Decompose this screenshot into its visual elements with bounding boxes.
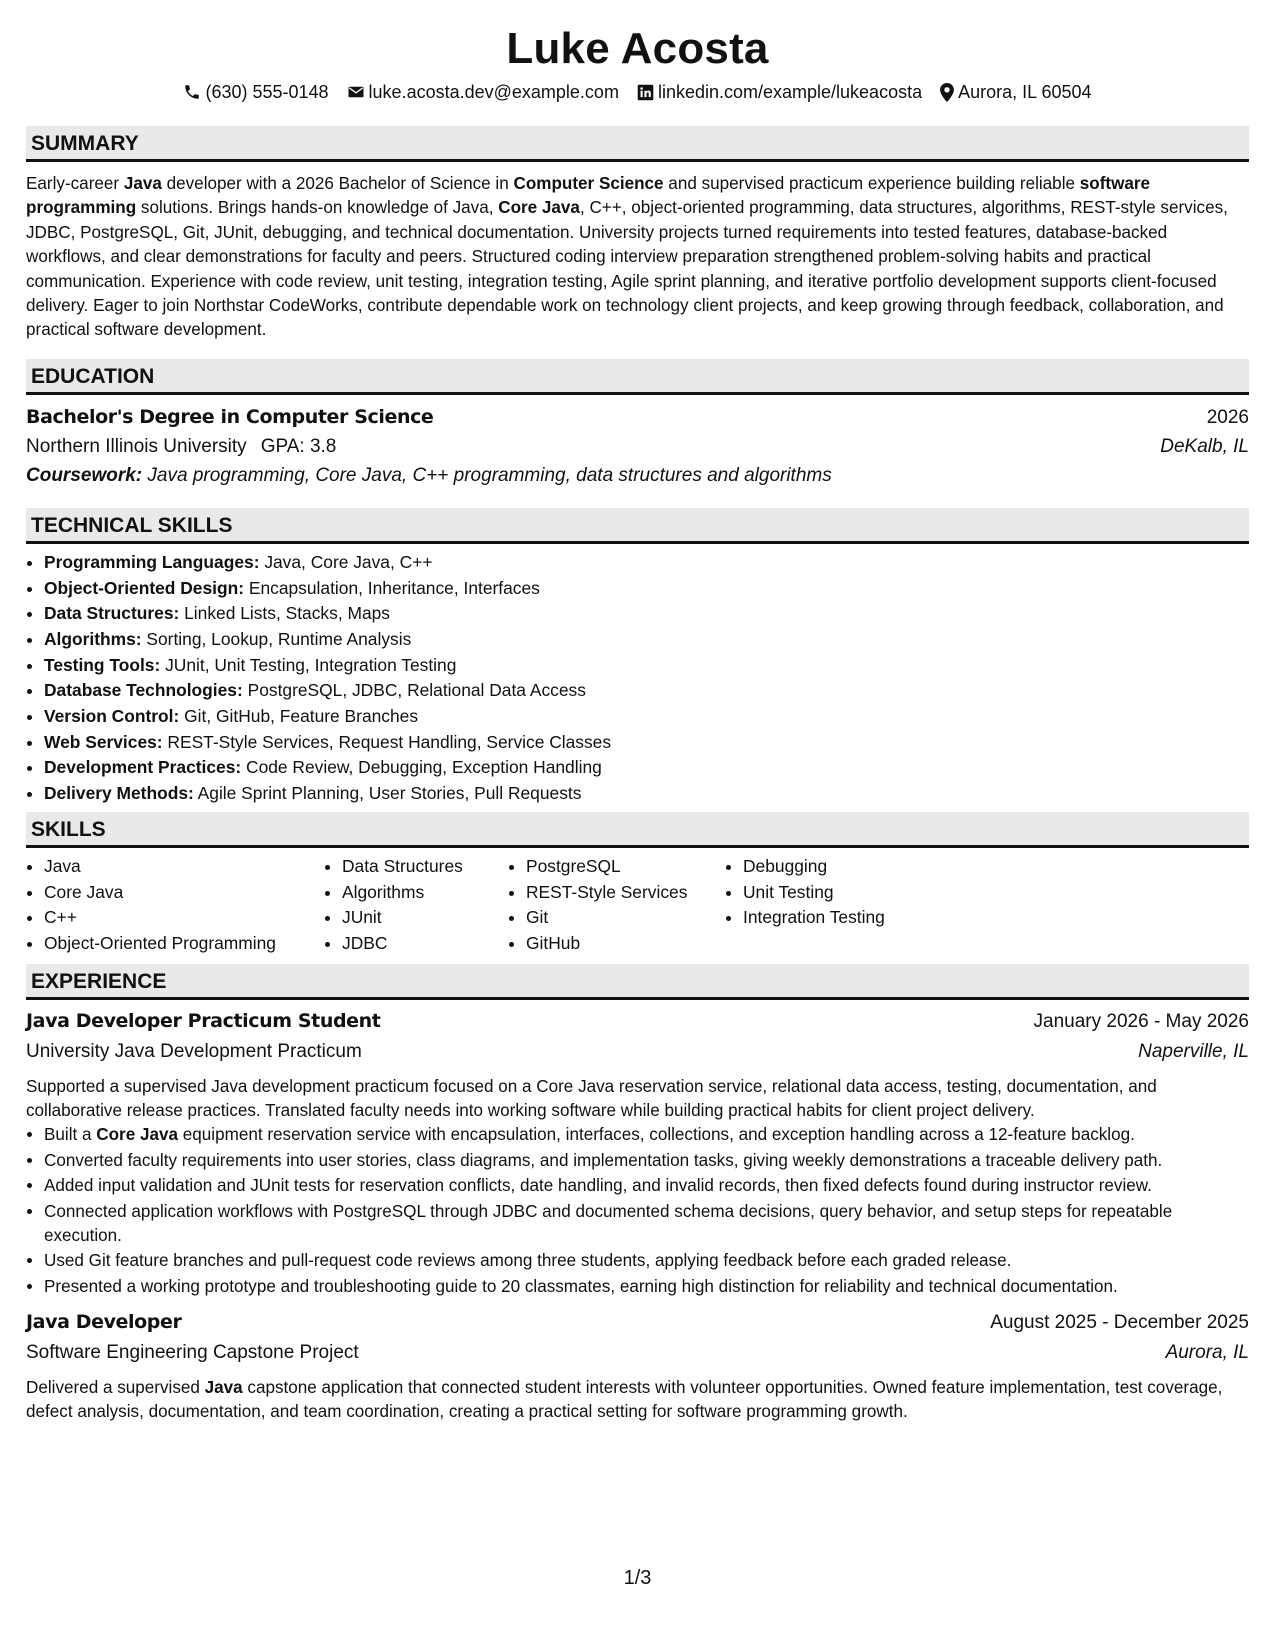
school-line — [26, 432, 336, 462]
location-text: Aurora, IL 60504 — [958, 82, 1092, 102]
skill-values: REST-Style Services, Request Handling, Service Classes — [162, 731, 612, 752]
skills-heading: SKILLS — [26, 812, 1249, 848]
text-run: , C++, object-oriented programming, data structures, algorithms, REST-style services, JDBC, PostgreSQL, Git, JUnit, debugging, and technical documentation. University projects turned requirements into tested features, database-backed workflows, and clear demonstrations for faculty and peers. Structured coding interview preparation strengthened problem-solving habits and practical communication. Experience with code review, unit testing, integration testing, Agile sprint planning, and iterative portfolio development supports client-focused delivery. Eager to join Northstar CodeWorks, contribute dependable work on technology client projects, and keep growing through feedback, collaboration, and practical software development. — [26, 198, 1228, 340]
skill-item: • Debugging — [743, 854, 963, 880]
skills-columns — [26, 854, 1249, 957]
technical-skill-item — [44, 755, 1249, 781]
email-text: luke.acosta.dev@example.com — [368, 82, 619, 102]
emphasis-text: Core Java — [498, 198, 580, 218]
job-description — [26, 1376, 1249, 1424]
text-run: Presented a working prototype and troubleshooting guide to 20 classmates, earning high distinction for reliability and technical documentation. — [44, 1276, 1118, 1296]
text-run: capstone application that connected student interests with volunteer opportunities. Owned feature implementation, test coverage, defect analysis, documentation, and team coordination, creating a practical setting for software programming growth. — [26, 1378, 1223, 1422]
skill-category: Database Technologies: — [44, 680, 243, 701]
graduation-year: 2026 — [1206, 406, 1249, 428]
job-bullet — [44, 1249, 1249, 1273]
skill-category: Algorithms: — [44, 628, 142, 649]
technical-skills-heading: TECHNICAL SKILLS — [26, 508, 1249, 544]
skill-values: PostgreSQL, JDBC, Relational Data Access — [242, 680, 586, 701]
summary-heading: SUMMARY — [26, 126, 1249, 162]
text-run: Built a — [44, 1125, 97, 1145]
skill-item: • GitHub — [526, 931, 725, 957]
technical-skill-item — [44, 601, 1249, 627]
job-title: Java Developer — [26, 1311, 182, 1333]
skill-category: Web Services: — [44, 731, 163, 752]
coursework-text: Java programming, Core Java, C++ programming, data structures and algorithms — [142, 464, 832, 486]
page-number: 1/3 — [623, 1567, 652, 1589]
job-dates: January 2026 - May 2026 — [1033, 1010, 1249, 1032]
skills-column — [324, 854, 508, 957]
job-entry — [26, 1006, 1249, 1299]
text-run: equipment reservation service with encapsulation, interfaces, collections, and exception handling across a 12-feature backlog. — [178, 1125, 1135, 1145]
skill-item: • Data Structures — [342, 854, 508, 880]
education-heading: EDUCATION — [26, 359, 1249, 395]
experience-heading: EXPERIENCE — [26, 964, 1249, 1000]
job-dates: August 2025 - December 2025 — [990, 1312, 1249, 1333]
linkedin-text: linkedin.com/example/lukeacosta — [657, 82, 923, 102]
phone-icon — [183, 83, 201, 101]
technical-skills-list — [26, 550, 1249, 807]
skill-category: Programming Languages: — [44, 551, 260, 572]
job-location: Naperville, IL — [1138, 1040, 1249, 1062]
map-pin-icon — [940, 83, 954, 102]
job-bullet — [44, 1200, 1249, 1248]
text-run: developer with a 2026 Bachelor of Science in — [161, 174, 514, 193]
skill-item: • C++ — [44, 905, 324, 931]
skill-item: • Integration Testing — [743, 905, 963, 931]
linkedin-icon — [637, 84, 654, 101]
skills-column — [508, 854, 725, 957]
coursework — [26, 462, 1249, 490]
candidate-name: Luke Acosta — [506, 24, 769, 73]
technical-skill-item — [44, 781, 1249, 807]
skill-category: Version Control: — [44, 706, 180, 727]
envelope-icon — [347, 83, 365, 101]
skills-column — [725, 854, 963, 957]
text-run: Early-career — [26, 174, 124, 193]
job-entry — [26, 1307, 1249, 1424]
emphasis-text: Java — [204, 1378, 243, 1397]
skill-item: • Git — [526, 905, 725, 931]
skill-values: Encapsulation, Inheritance, Interfaces — [244, 577, 540, 598]
degree-title: Bachelor's Degree in Computer Science — [26, 405, 434, 428]
skill-category: Development Practices: — [44, 757, 242, 778]
skill-category: Testing Tools: — [44, 654, 161, 675]
job-bullet — [44, 1275, 1249, 1299]
technical-skill-item — [44, 627, 1249, 653]
text-run: Connected application workflows with PostgreSQL through JDBC and documented schema decisions, query behavior, and setup steps for repeatable execution. — [44, 1201, 1173, 1245]
contact-location — [940, 80, 1091, 104]
skill-values: Sorting, Lookup, Runtime Analysis — [141, 628, 412, 649]
skill-category: Delivery Methods: — [44, 783, 194, 804]
technical-skill-item — [44, 704, 1249, 730]
skill-item: • JUnit — [342, 905, 508, 931]
text-run: solutions. Brings hands-on knowledge of Java, — [136, 198, 499, 218]
skill-item: • Unit Testing — [743, 880, 963, 906]
technical-skill-item — [44, 550, 1249, 576]
summary-paragraph — [26, 172, 1249, 343]
school-location: DeKalb, IL — [1160, 435, 1249, 457]
skill-item: • JDBC — [342, 931, 508, 957]
skill-values: Git, GitHub, Feature Branches — [179, 706, 419, 727]
text-run: and supervised practicum experience building reliable — [663, 174, 1080, 193]
technical-skill-item — [44, 678, 1249, 704]
emphasis-text: Java — [123, 174, 162, 193]
job-bullet — [44, 1174, 1249, 1198]
contact-phone — [183, 80, 328, 104]
emphasis-text: software programming — [26, 174, 1151, 218]
technical-skill-item — [44, 576, 1249, 602]
text-run: Supported a supervised Java development practicum focused on a Core Java reservation service, relational data access, testing, documentation, and collaborative release practices. Translated faculty needs into working software while building practical habits for client project delivery. — [26, 1076, 1157, 1120]
job-description — [26, 1075, 1249, 1123]
job-bullet — [44, 1123, 1249, 1147]
skill-values: Code Review, Debugging, Exception Handling — [241, 757, 602, 778]
school-name: Northern Illinois University — [26, 435, 247, 457]
contact-bar — [26, 80, 1249, 104]
text-run: Used Git feature branches and pull-request code reviews among three students, applying feedback before each graded release. — [44, 1251, 1012, 1271]
contact-email[interactable] — [347, 80, 619, 104]
skill-item: • Object-Oriented Programming — [44, 931, 324, 957]
job-location: Aurora, IL — [1165, 1342, 1249, 1363]
job-org: University Java Development Practicum — [26, 1040, 362, 1062]
skill-category: Object-Oriented Design: — [44, 577, 245, 598]
job-org: Software Engineering Capstone Project — [26, 1342, 359, 1363]
resume-content — [26, 22, 1249, 1424]
technical-skill-item — [44, 730, 1249, 756]
skill-values: Java, Core Java, C++ — [259, 551, 433, 572]
emphasis-text: Core Java — [96, 1125, 178, 1145]
skill-item: • PostgreSQL — [526, 854, 725, 880]
job-title: Java Developer Practicum Student — [26, 1009, 381, 1032]
contact-linkedin[interactable] — [637, 80, 922, 104]
education-entry — [26, 403, 1249, 490]
skill-values: Agile Sprint Planning, User Stories, Pull Requests — [193, 783, 582, 804]
skill-item: • REST-Style Services — [526, 880, 725, 906]
skill-values: Linked Lists, Stacks, Maps — [179, 603, 391, 624]
text-run: Converted faculty requirements into user stories, class diagrams, and implementation tasks, giving weekly demonstrations a traceable delivery path. — [44, 1150, 1163, 1170]
text-run: Added input validation and JUnit tests for reservation conflicts, date handling, and invalid records, then fixed defects found during instructor review. — [44, 1176, 1152, 1196]
coursework-label: Coursework: — [26, 464, 143, 486]
job-bullets — [26, 1123, 1249, 1299]
skills-column — [26, 854, 324, 957]
skill-category: Data Structures: — [44, 603, 180, 624]
text-run: Delivered a supervised — [26, 1378, 205, 1397]
skill-item: • Algorithms — [342, 880, 508, 906]
phone-text: (630) 555-0148 — [205, 82, 329, 102]
skill-item: • Java — [44, 854, 324, 880]
emphasis-text: Computer Science — [513, 174, 664, 193]
skill-item: • Core Java — [44, 880, 324, 906]
technical-skill-item — [44, 653, 1249, 679]
skill-values: JUnit, Unit Testing, Integration Testing — [160, 654, 457, 675]
job-bullet — [44, 1149, 1249, 1173]
gpa: GPA: 3.8 — [260, 435, 337, 457]
